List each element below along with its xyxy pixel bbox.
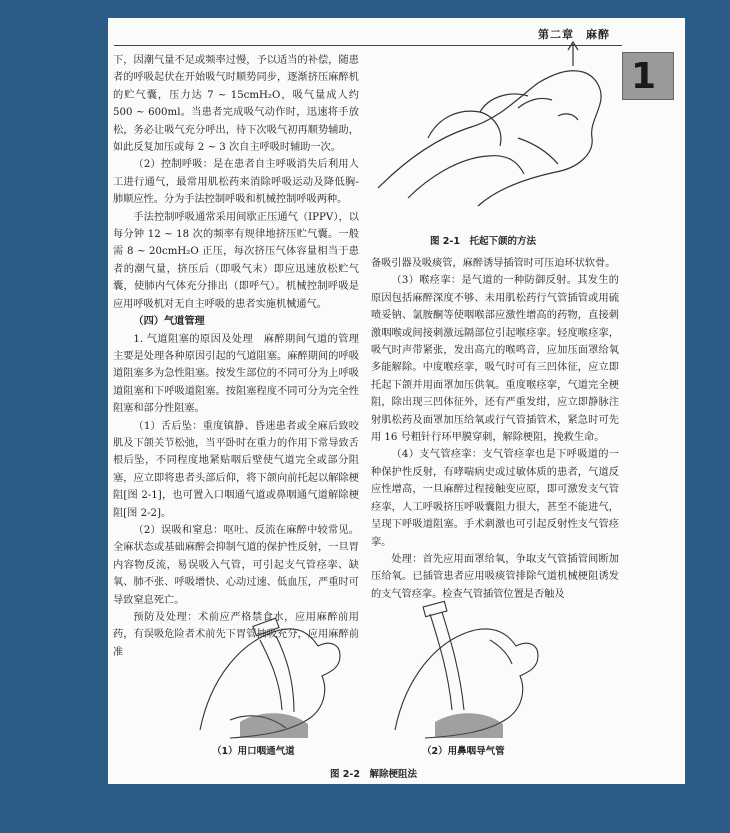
right-column-paragraph: （4）支气管痉挛：支气管痉挛也是下呼吸道的一种保护性反射，有哮喘病史或过敏体质的患者，气道反应性增高，一旦麻醉过程接触变应原，即可激发支气管痉挛，人工呼吸挤压呼吸囊阻力很大，甚至不能进气，呈现下呼吸道阻塞。手术刺激也可引起反射性支气管痉挛。	[371, 449, 619, 548]
right-column-paragraph: （3）喉痉挛：是气道的一种防御反射。其发生的原因包括麻醉深度不够、未用肌松药行气管插管或用硫喷妥钠、氯胺酮等使咽喉部应激性增高的药物，直接刺激咽喉或间接刺激远隔部位引起喉痉挛。轻度喉痉挛，吸气时声带紧张，发出高亢的喉鸣音，应加压面罩给氧多能解除。中度喉痉挛，吸气时可有三凹体征，应立即托起下颌并用面罩加压供氧。重度喉痉挛，气道完全梗阻，除出现三凹体征外，还有严重发绀，应立即静脉注射肌松药及面罩加压给氧或行气管插管术，紧急时可先用 16 号粗针行环甲膜穿刺，解除梗阻，挽救生命。	[371, 275, 619, 444]
right-column	[371, 255, 619, 603]
right-column-paragraph: 处理：首先应用面罩给氧，争取支气管插管间断加压给氧。已插管患者应用吸痰管排除气道机械梗阻诱发的支气管痉挛。检查气管插管位置是否触及	[371, 553, 619, 600]
figure-airway-devices	[190, 600, 590, 740]
figure-2a-caption: （1）用口咽通气道	[212, 746, 295, 757]
left-column-paragraph: （2）控制呼吸：是在患者自主呼吸消失后利用人工进行通气，最常用肌松药来消除呼吸运动及降低胸-肺顺应性。分为手法控制呼吸和机械控制呼吸两种。	[113, 159, 359, 206]
figure-2-caption: 图 2-2 解除梗阻法	[330, 769, 417, 780]
left-column-paragraph: 下，因潮气量不足或频率过慢，予以适当的补偿，随患者的呼吸起伏在开始吸气时顺势同步，逐渐挤压麻醉机的贮气囊，压力达 7 ~ 15cmH₂O，吸气量成人约 500 ~ 600ml。当患者完成吸气动作时，迅速将手放松，务必让吸气充分呼出，待下次吸气初再顺势辅助，如此反复加压或每 2 ~ 3 次自主呼吸时辅助一次。	[113, 55, 359, 154]
figure-jaw-thrust	[368, 38, 620, 216]
chapter-tab-number: 1	[631, 56, 657, 97]
chapter-header: 第二章 麻醉	[538, 28, 610, 41]
left-column	[113, 52, 359, 661]
left-column-paragraph: （四）气道管理	[133, 315, 205, 328]
left-column-paragraph: （1）舌后坠：重度镇静、昏迷患者或全麻后致咬肌及下颌关节松弛，当平卧时在重力的作用下常导致舌根后坠，不同程度地紧贴咽后壁使气道完全或部分阻塞，应立即将患者头部后仰，将下颌向前托起以解除梗阻[图 2-1]，也可置入口咽通气道或鼻咽通气道解除梗阻[图 2-2]。	[113, 420, 359, 519]
figure-2b-caption: （2）用鼻咽导气管	[422, 746, 505, 757]
figure-1-caption: 图 2-1 托起下颌的方法	[430, 236, 536, 247]
left-column-paragraph: （2）误吸和窒息：呕吐、反流在麻醉中较常见。全麻状态或基础麻醉会抑制气道的保护性反射，一旦胃内容物反流，易误吸入气管，可引起支气管痉挛、缺氧、肺不张、呼吸增快、心动过速、低血压，严重时可导致窒息死亡。	[113, 524, 359, 606]
chapter-tab	[622, 52, 674, 100]
left-column-paragraph: 预防及处理：术前应严格禁食水，应用麻醉前用药，有误吸危险者术前先下胃管抽吸充分，应用麻醉前准	[113, 612, 359, 658]
left-column-paragraph: 1. 气道阻塞的原因及处理 麻醉期间气道的管理主要是处理各种原因引起的气道阻塞。麻醉期间的呼吸道阻塞多为急性阻塞。按发生部位的不同可分为上呼吸道阻塞和下呼吸道阻塞。按阻塞程度不同可分为完全性阻塞和部分性阻塞。	[113, 333, 359, 415]
left-column-paragraph: 手法控制呼吸通常采用间歇正压通气（IPPV），以每分钟 12 ~ 18 次的频率有规律地挤压贮气囊。一般需 8 ~ 20cmH₂O 正压，每次挤压气体容量相当于患者的潮气量，挤压后（即吸气末）即应迅速放松贮气囊，使肺内气体充分排出（即呼气）。机械控制呼吸是应用呼吸机对无自主呼吸的患者实施机械通气。	[113, 211, 359, 310]
right-column-paragraph: 备吸引器及吸痰管，麻醉诱导插管时可压迫环状软骨。	[371, 258, 616, 269]
